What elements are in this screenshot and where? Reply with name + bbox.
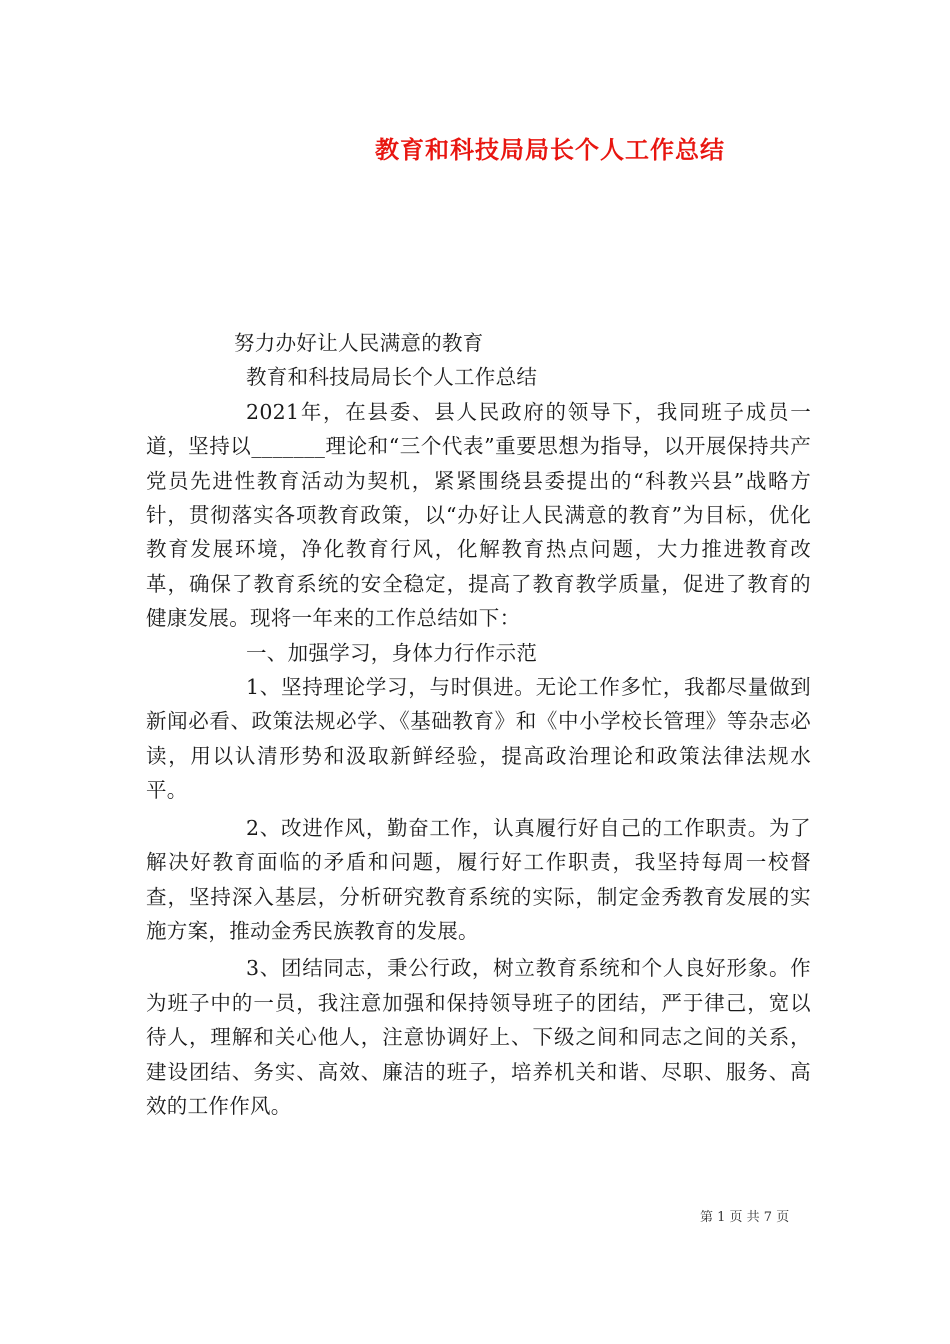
item-paragraph-1: 1、坚持理论学习，与时俱进。无论工作多忙，我都尽量做到新闻必看、政策法规必学、《基础教育》和《中小学校长管理》等杂志必读，用以认清形势和汲取新鲜经验，提高政治理论和政策法律法规水平。 [146,675,811,803]
intro-paragraph: 2021年，在县委、县人民政府的领导下，我同班子成员一道，坚持以_______理论和“三个代表”重要思想为指导，以开展保持共产党员先进性教育活动为契机，紧紧围绕县委提出的“科教兴县”战略方针，贯彻落实各项教育政策，以“办好让人民满意的教育”为目标，优化教育发展环境，净化教育行风，化解教育热点问题，大力推进教育改革，确保了教育系统的安全稳定，提高了教育教学质量，促进了教育的健康发展。现将一年来的工作总结如下： [146,399,811,631]
subtitle-line-2: 教育和科技局局长个人工作总结 [246,365,538,390]
page-number: 第 1 页 共 7 页 [700,1210,790,1225]
item-paragraph-3: 3、团结同志，秉公行政，树立教育系统和个人良好形象。作为班子中的一员，我注意加强和保持领导班子的团结，严于律己，宽以待人，理解和关心他人，注意协调好上、下级之间和同志之间的关系，建设团结、务实、高效、廉洁的班子，培养机关和谐、尽职、服务、高效的工作作风。 [146,956,811,1118]
document-body [146,326,811,1123]
document-title: 教育和科技局局长个人工作总结 [375,135,725,164]
section-heading-1: 一、加强学习，身体力行作示范 [246,640,538,665]
subtitle-line-1: 努力办好让人民满意的教育 [234,331,484,355]
item-paragraph-2: 2、改进作风，勤奋工作，认真履行好自己的工作职责。为了解决好教育面临的矛盾和问题，履行好工作职责，我坚持每周一校督查，坚持深入基层，分析研究教育系统的实际，制定金秀教育发展的实施方案，推动金秀民族教育的发展。 [146,815,811,943]
